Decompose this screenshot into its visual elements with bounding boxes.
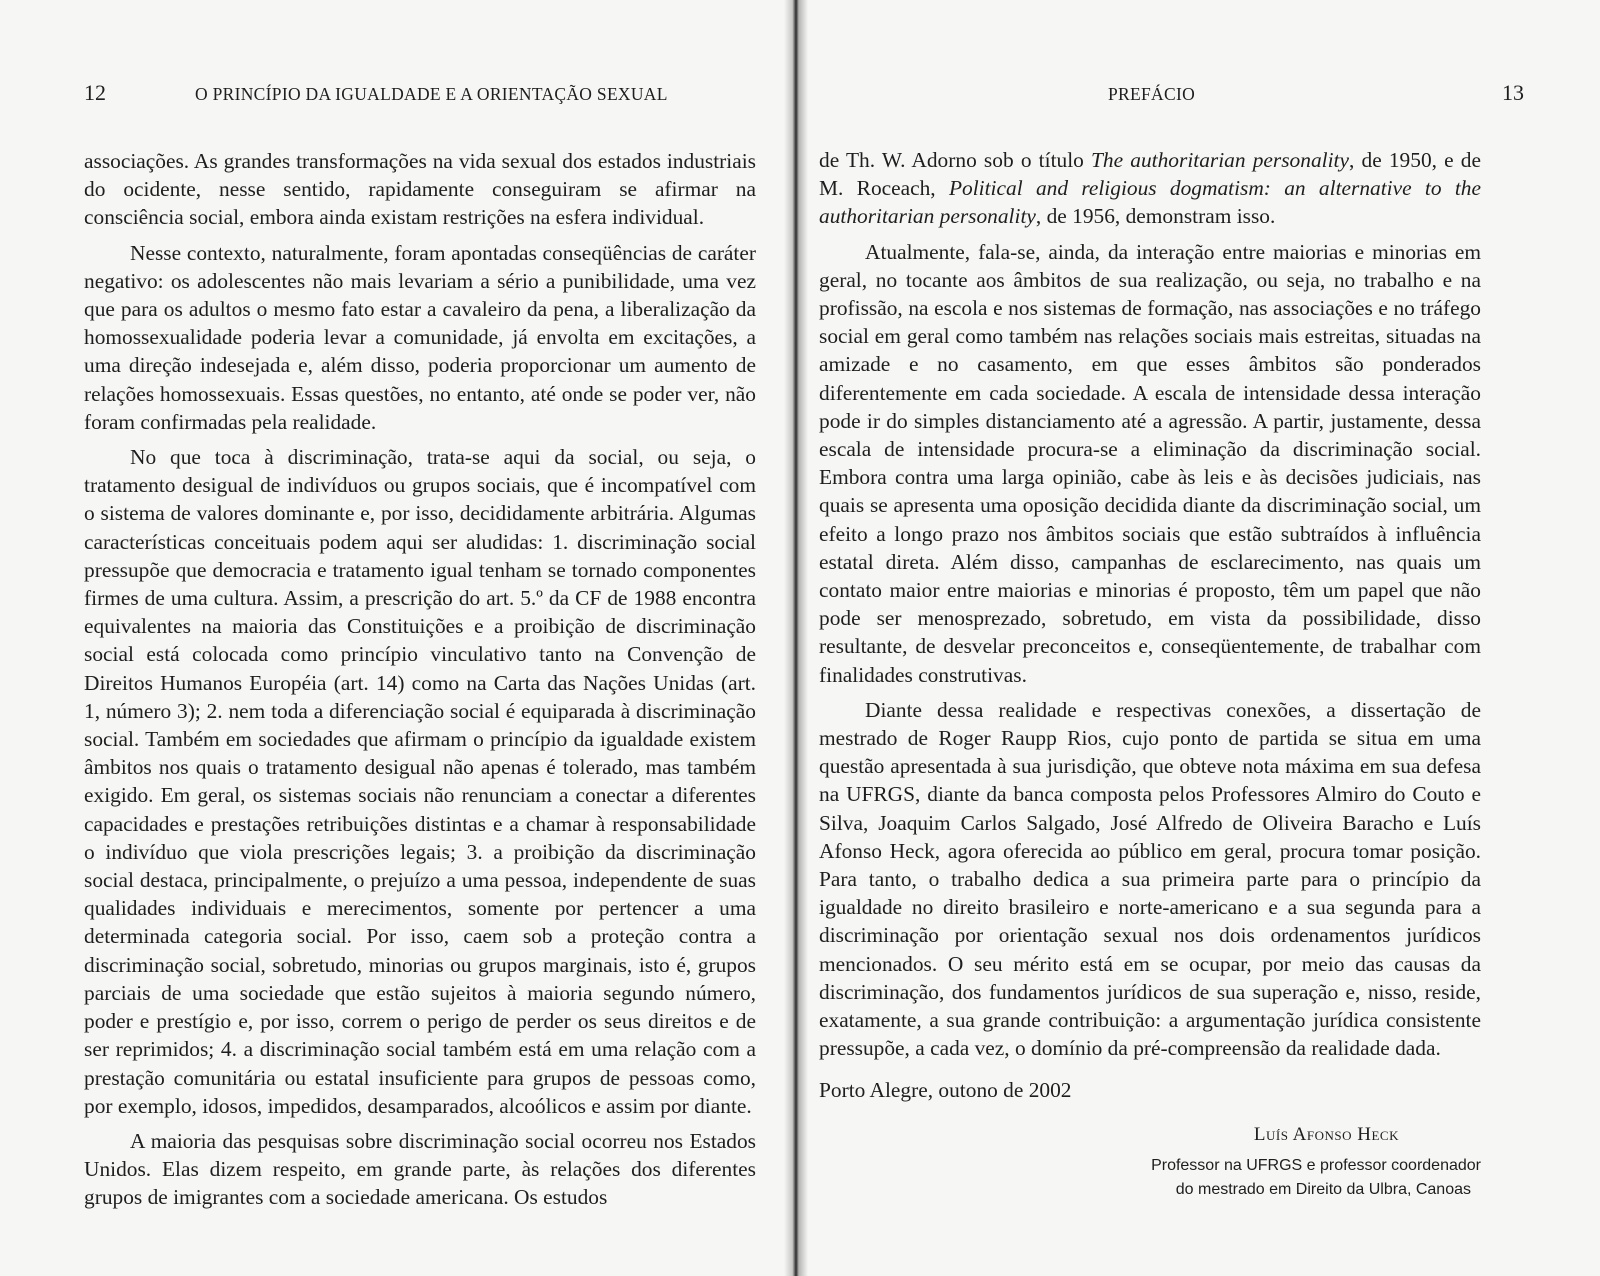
paragraph — [819, 146, 1481, 231]
paragraph: A maioria das pesquisas sobre discriminação social ocorreu nos Estados Unidos. Elas dizem respeito, em grande parte, às relações dos diferentes grupos de imigrantes com a sociedade americana. Os estudos — [84, 1128, 756, 1210]
page-number: 13 — [1502, 80, 1524, 105]
running-head: PREFÁCIO — [1108, 84, 1196, 104]
page-number: 12 — [84, 80, 106, 105]
paragraph: No que toca à discriminação, trata-se aqui da social, ou seja, o tratamento desigual de indivíduos ou grupos sociais, que é incompatível com o sistema de valores dominante e, por isso, decididamente arbitrária. Algumas características conceituais podem aqui ser aludidas: 1. discriminação social pressupõe que democracia e tratamento igual tenham se tornado componentes firmes de uma cultura. Assim, a prescrição do art. 5.º da CF de 1988 encontra equivalentes na maioria das Constituições e a proibição de discriminação social está colocada como princípio vinculativo tanto na Convenção de Direitos Humanos Européia (art. 14) como na Carta das Nações Unidas (art. 1, número 3); 2. nem toda a diferenciação social é equiparada à discriminação social. Também em sociedades que afirmam o princípio da igualdade existem âmbitos nos quais o tratamento desigual não apenas é tolerado, mas também exigido. Em geral, os sistemas sociais não renunciam a conectar a diferentes capacidades e prestações retribuições distintas e a chamar à responsabilidade o indivíduo que viola prescrições legais; 3. a proibição da discriminação social destaca, principalmente, o prejuízo a uma pessoa, independente de suas qualidades individuais e merecimentos, somente por pertencer a uma determinada categoria social. Por isso, caem sob a proteção contra a discriminação social, sobretudo, minorias ou grupos marginais, isto é, grupos parciais de uma sociedade que estão sujeitos à maioria segundo número, poder e prestígio e, por isso, correm o perigo de perder os seus direitos e de ser reprimidos; 4. a discriminação social também está em uma relação com a prestação comunitária ou estatal insuficiente para grupos de pessoas como, por exemplo, idosos, impedidos, desamparados, alcoólicos e assim por diante. — [84, 445, 756, 1118]
signature-name — [819, 1124, 1481, 1146]
page-body — [819, 146, 1481, 1104]
paragraph: Atualmente, fala-se, ainda, da interação entre maiorias e minorias em geral, no tocante aos âmbitos de sua realização, ou seja, no trabalho e na profissão, na escola e nos sistemas de formação, nas associações e no tráfego social em geral como também nas relações sociais mais estreitas, situadas na amizade e no casamento, em que esses âmbitos são ponderados diferentemente em cada sociedade. A escala de intensidade dessa interação pode ir do simples distanciamento até a agressão. A partir, justamente, dessa escala de intensidade procura-se a eliminação da discriminação social. Embora contra uma larga opinião, cabe às leis e às decisões judiciais, nas quais se apresenta uma oposição decidida diante da discriminação social, um efeito a longo prazo nos âmbitos sociais que estão subtraídos à influência estatal direta. Além disso, campanhas de esclarecimento, nas quais um contato maior entre maiorias e minorias é proposto, têm um papel que não pode ser menosprezado, sobretudo, em vista da possibilidade, disso resultante, de desvelar preconceitos e, conseqüentemente, de trabalhar com finalidades construtivas. — [819, 239, 1481, 687]
paragraph-text: , de 1956, demonstram isso. — [1035, 204, 1276, 229]
book-title: The authoritarian personality — [1091, 148, 1349, 172]
paragraph: associações. As grandes transformações na vida sexual dos estados industriais do ocidente, nesse sentido, rapidamente conseguiram se afirmar na consciência social, embora ainda existam restrições na esfera individual. — [84, 149, 756, 230]
paragraph: Diante dessa realidade e respectivas conexões, a dissertação de mestrado de Roger Raupp Rios, cujo ponto de partida se situa em uma questão apresentada à sua jurisdição, que obteve nota máxima em sua defesa na UFRGS, diante da banca composta pelos Professores Almiro do Couto e Silva, Joaquim Carlos Salgado, José Alfredo de Oliveira Baracho e Luís Afonso Heck, agora oferecida ao público em geral, procura tomar posição. Para tanto, o trabalho dedica a sua primeira parte para o princípio da igualdade no direito brasileiro e norte-americano e a sua segunda para a discriminação por orientação sexual nos dois ordenamentos jurídicos mencionados. O seu mérito está em se ocupar, por meio das causas da discriminação, dos fundamentos jurídicos de sua superação e, nisso, reside, exatamente, a sua grande contribuição: a argumentação jurídica consistente pressupõe, a cada vez, o domínio da pré-compreensão da realidade dada. — [819, 697, 1481, 1061]
signature-affiliation: do mestrado em Direito da Ulbra, Canoas — [1175, 1181, 1471, 1198]
book-title: Political and religious dogmatism: an alternative to the authoritarian personality — [819, 176, 1481, 229]
place-date: Porto Alegre, outono de 2002 — [819, 1077, 1072, 1102]
left-page — [0, 0, 796, 1276]
signature-block — [819, 1124, 1481, 1202]
paragraph-text: , de 1950, e de M. Roceach, — [819, 148, 1481, 201]
paragraph-text: de Th. W. Adorno sob o título — [819, 148, 1092, 172]
signature-affiliation: Professor na UFRGS e professor coordenador — [1151, 1157, 1481, 1174]
signature-name-text: Luís Afonso Heck — [1253, 1124, 1399, 1145]
page-body — [84, 147, 756, 1212]
paragraph: Nesse contexto, naturalmente, foram apontadas conseqüências de caráter negativo: os adolescentes não mais levariam a sério a punibilidade, uma vez que para os adultos o mesmo fato estar a cavaleiro da pena, a liberalização da homossexualidade poderia levar a comunidade, já envolta em excitações, a uma direção indesejada e, além disso, poderia proporcionar um aumento de relações homossexuais. Essas questões, no entanto, até onde se poder ver, não foram confirmadas pela realidade. — [84, 240, 756, 434]
right-page — [796, 0, 1600, 1276]
running-head: O PRINCÍPIO DA IGUALDADE E A ORIENTAÇÃO SEXUAL — [195, 84, 668, 104]
